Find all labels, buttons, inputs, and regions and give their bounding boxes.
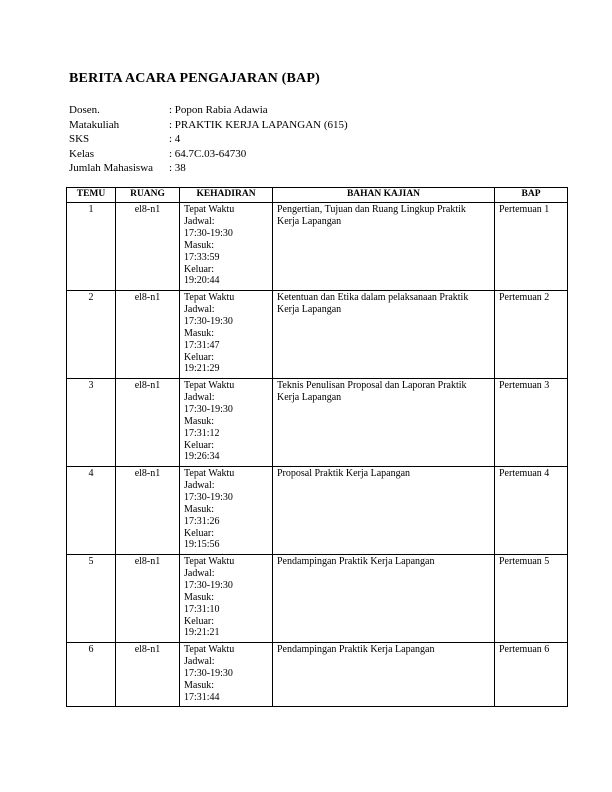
attendance-line: 17:31:26 <box>184 515 220 527</box>
cell-temu: 3 <box>67 379 116 467</box>
attendance-line: Tepat Waktu <box>184 644 235 655</box>
attendance-line: 17:33:59 <box>184 251 220 263</box>
cell-kehadiran <box>180 203 273 291</box>
cell-ruang: el8-n1 <box>116 203 180 291</box>
attendance-line: 17:31:10 <box>184 603 220 615</box>
table-row <box>67 379 568 467</box>
attendance-line: Jadwal: <box>184 479 215 491</box>
bap-table <box>66 187 568 707</box>
header-ruang: RUANG <box>116 188 180 203</box>
cell-bap: Pertemuan 4 <box>495 467 568 555</box>
attendance-line: Masuk: <box>184 327 214 339</box>
header-temu: TEMU <box>67 188 116 203</box>
attendance-line: 17:30-19:30 <box>184 315 233 327</box>
meta-row-kelas <box>69 147 348 162</box>
attendance-line: Tepat Waktu <box>184 468 235 479</box>
table-row <box>67 203 568 291</box>
attendance-line: Tepat Waktu <box>184 204 235 215</box>
attendance-line: 17:30-19:30 <box>184 491 233 503</box>
attendance-line: Jadwal: <box>184 215 215 227</box>
meta-value: : 64.7C.03-64730 <box>169 147 247 160</box>
attendance-line: 17:30-19:30 <box>184 579 233 591</box>
header-bahan-kajian: BAHAN KAJIAN <box>273 188 495 203</box>
cell-temu: 1 <box>67 203 116 291</box>
cell-bap: Pertemuan 5 <box>495 555 568 643</box>
cell-bap: Pertemuan 6 <box>495 643 568 707</box>
table-row <box>67 467 568 555</box>
cell-temu: 5 <box>67 555 116 643</box>
cell-bahan-kajian: Pendampingan Praktik Kerja Lapangan <box>273 555 495 643</box>
attendance-line: Keluar: <box>184 615 214 627</box>
cell-bahan-kajian: Proposal Praktik Kerja Lapangan <box>273 467 495 555</box>
cell-kehadiran <box>180 291 273 379</box>
attendance-line: Masuk: <box>184 239 214 251</box>
header-kehadiran: KEHADIRAN <box>180 188 273 203</box>
attendance-line: Jadwal: <box>184 655 215 667</box>
attendance-line: 17:31:47 <box>184 339 220 351</box>
attendance-line: 17:30-19:30 <box>184 403 233 415</box>
cell-bap: Pertemuan 2 <box>495 291 568 379</box>
attendance-line: Tepat Waktu <box>184 292 235 303</box>
meta-label: SKS <box>69 133 90 145</box>
cell-ruang: el8-n1 <box>116 291 180 379</box>
cell-kehadiran <box>180 643 273 707</box>
cell-bahan-kajian: Pengertian, Tujuan dan Ruang Lingkup Praktik Kerja Lapangan <box>273 203 495 291</box>
meta-value: : PRAKTIK KERJA LAPANGAN (615) <box>169 118 348 131</box>
attendance-line: 19:21:29 <box>184 363 220 375</box>
attendance-line: Masuk: <box>184 591 214 603</box>
attendance-line: 17:30-19:30 <box>184 227 233 239</box>
attendance-line: 17:31:44 <box>184 691 220 703</box>
cell-ruang: el8-n1 <box>116 379 180 467</box>
attendance-line: Jadwal: <box>184 391 215 403</box>
table-row <box>67 555 568 643</box>
meta-label: Jumlah Mahasiswa <box>69 162 154 174</box>
table-row <box>67 643 568 707</box>
header-bap: BAP <box>495 188 568 203</box>
attendance-line: Keluar: <box>184 263 214 275</box>
attendance-line: 19:15:56 <box>184 539 220 551</box>
attendance-line: Tepat Waktu <box>184 380 235 391</box>
attendance-line: 17:30-19:30 <box>184 667 233 679</box>
table-header-row <box>67 188 568 203</box>
meta-label: Dosen. <box>69 104 100 116</box>
cell-temu: 4 <box>67 467 116 555</box>
cell-kehadiran <box>180 379 273 467</box>
attendance-line: Masuk: <box>184 503 214 515</box>
meta-row-jumlah <box>69 161 348 176</box>
attendance-line: 19:20:44 <box>184 275 220 287</box>
meta-label: Matakuliah <box>69 118 120 131</box>
attendance-line: Masuk: <box>184 415 214 427</box>
cell-bahan-kajian: Ketentuan dan Etika dalam pelaksanaan Praktik Kerja Lapangan <box>273 291 495 379</box>
cell-bap: Pertemuan 3 <box>495 379 568 467</box>
cell-kehadiran <box>180 555 273 643</box>
attendance-line: Jadwal: <box>184 567 215 579</box>
cell-bahan-kajian: Pendampingan Praktik Kerja Lapangan <box>273 643 495 707</box>
cell-ruang: el8-n1 <box>116 467 180 555</box>
course-info <box>69 103 348 176</box>
document-title: BERITA ACARA PENGAJARAN (BAP) <box>69 71 320 86</box>
cell-kehadiran <box>180 467 273 555</box>
meta-row-dosen <box>69 103 348 118</box>
attendance-line: Jadwal: <box>184 303 215 315</box>
cell-temu: 2 <box>67 291 116 379</box>
meta-value: : Popon Rabia Adawia <box>169 104 268 116</box>
attendance-line: Keluar: <box>184 527 214 539</box>
attendance-line: 19:26:34 <box>184 451 220 463</box>
meta-value: : 38 <box>169 162 186 174</box>
attendance-line: 19:21:21 <box>184 627 220 639</box>
cell-ruang: el8-n1 <box>116 555 180 643</box>
meta-row-sks <box>69 132 348 147</box>
table-row <box>67 291 568 379</box>
meta-label: Kelas <box>69 147 95 160</box>
cell-temu: 6 <box>67 643 116 707</box>
attendance-line: Keluar: <box>184 351 214 363</box>
attendance-line: 17:31:12 <box>184 427 220 439</box>
cell-bahan-kajian: Teknis Penulisan Proposal dan Laporan Praktik Kerja Lapangan <box>273 379 495 467</box>
attendance-line: Keluar: <box>184 439 214 451</box>
meta-value: : 4 <box>169 133 181 145</box>
attendance-line: Masuk: <box>184 679 214 691</box>
attendance-line: Tepat Waktu <box>184 556 235 567</box>
cell-ruang: el8-n1 <box>116 643 180 707</box>
cell-bap: Pertemuan 1 <box>495 203 568 291</box>
meta-row-matakuliah <box>69 118 348 133</box>
